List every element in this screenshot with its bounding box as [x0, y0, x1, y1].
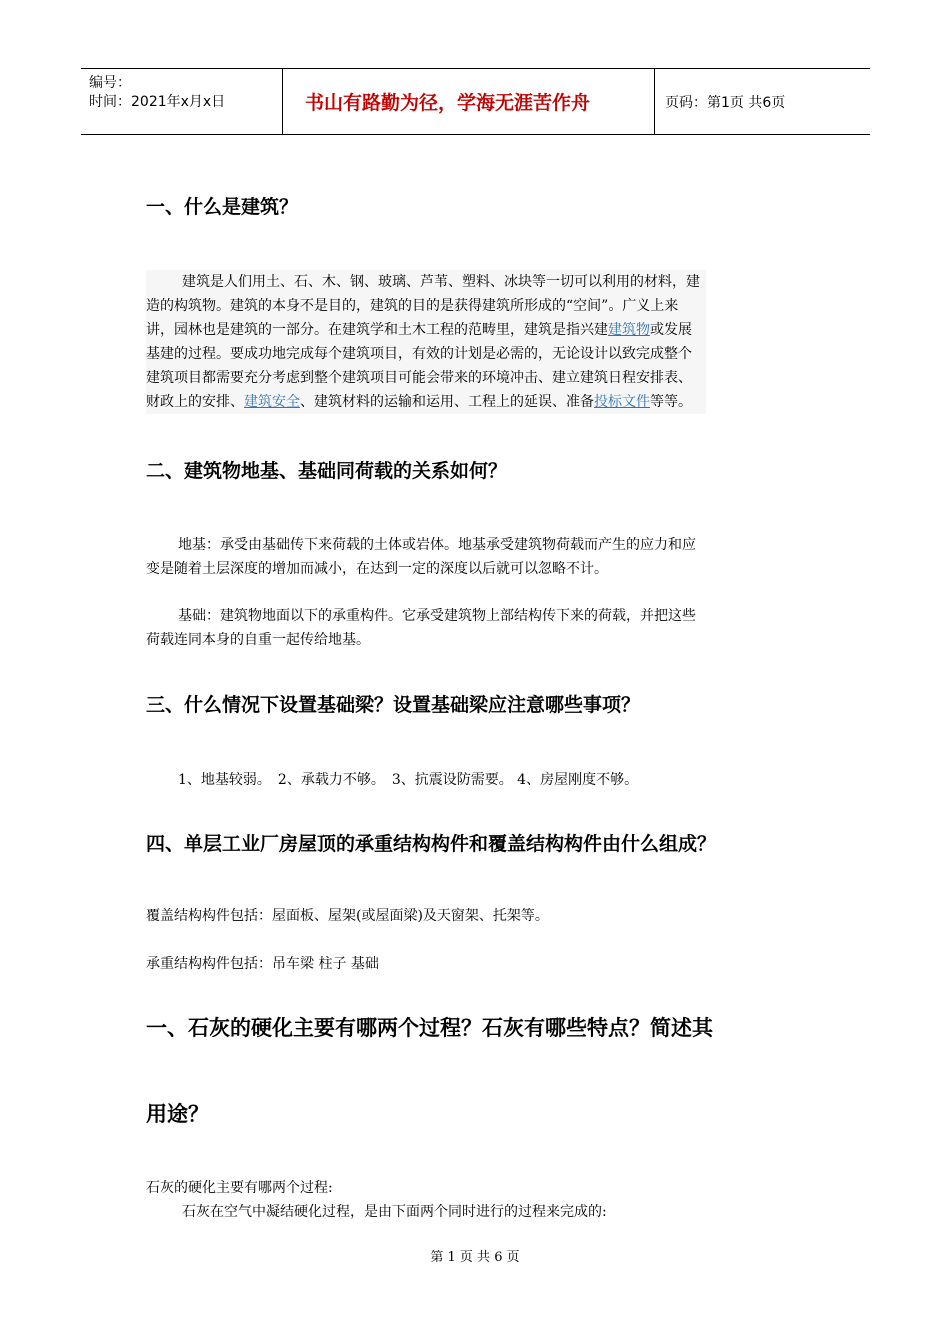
link-bid-documents[interactable]: 投标文件 — [594, 394, 650, 410]
s1-line-1: 建筑是人们用土、石、木、钢、玻璃、芦苇、塑料、冰块等一切可以利用的材料，建 — [182, 274, 700, 290]
section-4-para-2: 承重结构构件包括：吊车梁 柱子 基础 — [146, 956, 379, 972]
section-5-para-1: 石灰的硬化主要有哪两个过程: — [146, 1180, 333, 1196]
section-2-title: 二、建筑物地基、基础同荷载的关系如何？ — [146, 460, 508, 482]
section-4-title: 四、单层工业厂房屋顶的承重结构构件和覆盖结构构件由什么组成？ — [146, 833, 717, 855]
section-5-title-line-2: 用途？ — [146, 1102, 209, 1126]
section-5-title-line-1: 一、石灰的硬化主要有哪两个过程？石灰有哪些特点？简述其 — [146, 1016, 713, 1040]
page-footer: 第 1 页 共 6 页 — [430, 1250, 520, 1265]
s1-line-5: 建筑项目都需要充分考虑到整个建筑项目可能会带来的环境冲击、建立建筑日程安排表、 — [146, 370, 692, 386]
link-building-safety[interactable]: 建筑安全 — [244, 394, 300, 410]
section-2-para-1: 地基：承受由基础传下来荷载的土体或岩体。地基承受建筑物荷载而产生的应力和应 变是随着土层深度的增加而减小，在达到一定的深度以后就可以忽略不计。 — [146, 537, 696, 577]
header-motto: 书山有路勤为径，学海无涯苦作舟 — [283, 69, 655, 134]
section-3-title: 三、什么情况下设置基础梁？设置基础梁应注意哪些事项？ — [146, 694, 641, 716]
s1-line-2: 造的构筑物。建筑的本身不是目的，建筑的目的是获得建筑所形成的“空间”。广义上来 — [146, 298, 679, 314]
s1-line-6: 财政上的安排、建筑安全、建筑材料的运输和运用、工程上的延误、准备投标文件等等。 — [146, 394, 692, 410]
section-1-body — [146, 270, 706, 414]
s1-line-3: 讲，园林也是建筑的一部分。在建筑学和土木工程的范畴里，建筑是指兴建建筑物或发展 — [146, 322, 692, 338]
doc-time-label: 时间：2021年x月x日 — [89, 94, 226, 110]
header-meta — [81, 69, 283, 134]
section-1-title: 一、什么是建筑？ — [146, 196, 299, 218]
header-page-code: 页码：第1页 共6页 — [665, 94, 786, 111]
section-2-para-2: 基础：建筑物地面以下的承重构件。它承受建筑物上部结构传下来的荷载，并把这些 荷载连同本身的自重一起传给地基。 — [146, 608, 696, 648]
page-header — [81, 68, 870, 135]
section-3-items: 1、地基较弱。 2、承载力不够。 3、抗震设防需要。 4、房屋刚度不够。 — [178, 772, 639, 788]
link-building[interactable]: 建筑物 — [608, 322, 650, 338]
doc-number-label: 编号： — [89, 75, 131, 91]
s1-line-4: 基建的过程。要成功地完成每个建筑项目，有效的计划是必需的，无论设计以致完成整个 — [146, 346, 692, 362]
section-5-para-2: 石灰在空气中凝结硬化过程，是由下面两个同时进行的过程来完成的: — [182, 1204, 607, 1220]
section-4-para-1: 覆盖结构构件包括：屋面板、屋架(或屋面梁)及天窗架、托架等。 — [146, 908, 549, 924]
